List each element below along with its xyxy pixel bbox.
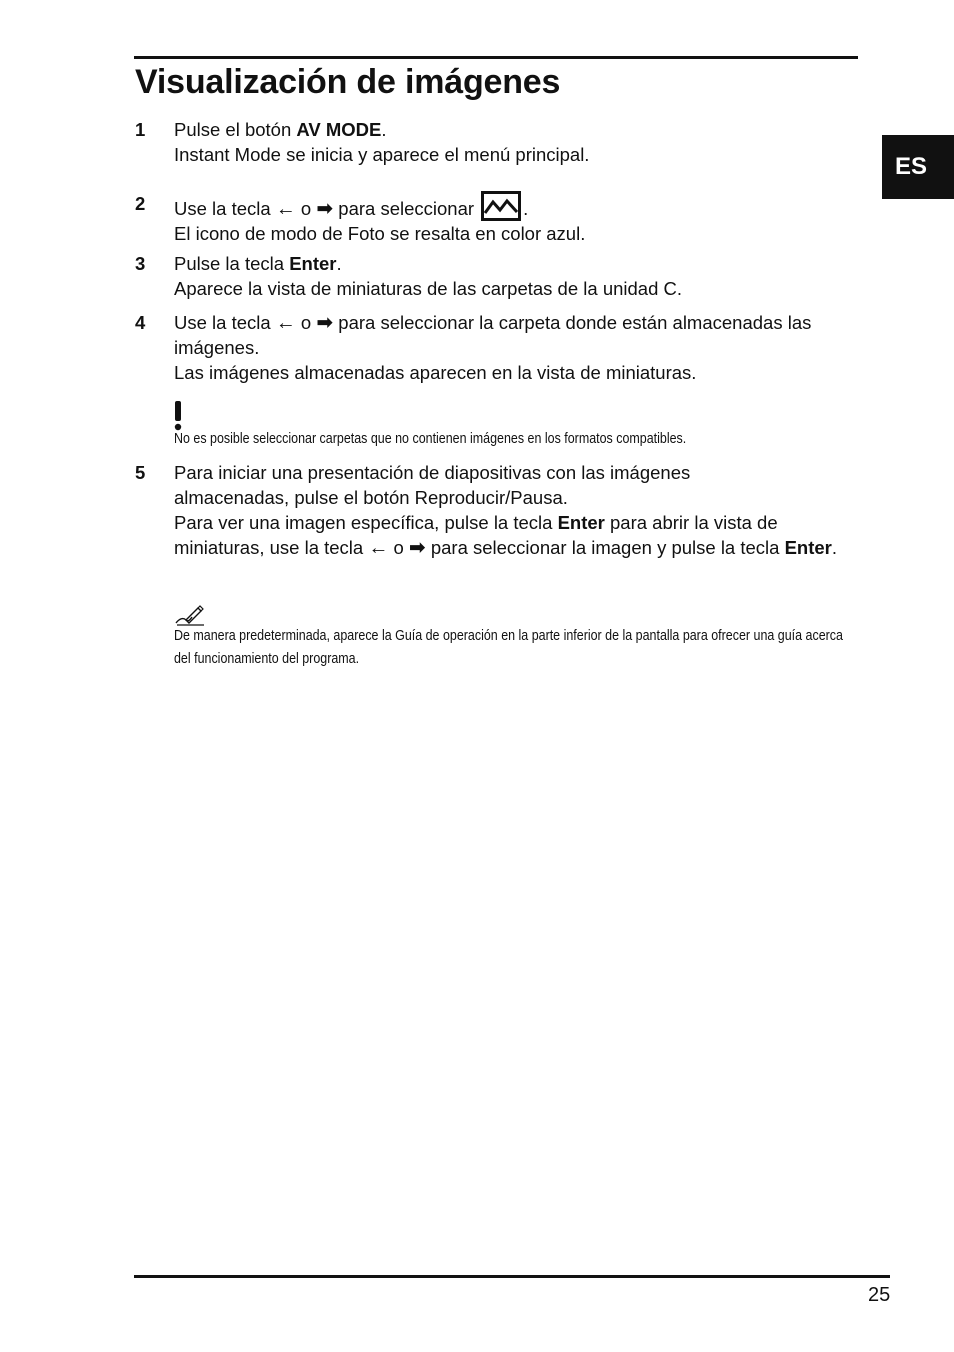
step-text: Use la tecla	[174, 198, 276, 219]
step-text: Pulse el botón	[174, 119, 297, 140]
step-text: para seleccionar la carpeta donde están almacenadas las imágenes.	[174, 312, 812, 358]
arrow-left-icon: ←	[275, 198, 296, 220]
step-line	[174, 117, 860, 142]
step-body	[174, 251, 860, 301]
step-line	[174, 510, 854, 560]
step-text: .	[381, 119, 387, 140]
step-body	[174, 117, 860, 167]
step-result: Instant Mode se inicia y aparece el menú principal.	[174, 144, 590, 165]
step-text: o	[295, 198, 317, 219]
av-mode-label: AV MODE	[296, 119, 382, 140]
step-result: Aparece la vista de miniaturas de las carpetas de la unidad C.	[174, 278, 683, 299]
step-text: Pulse la tecla	[174, 253, 290, 274]
step-text: para seleccionar la imagen y pulse la tecla	[425, 537, 785, 558]
arrow-right-icon: ➡	[408, 537, 426, 559]
exclamation-icon	[174, 401, 182, 431]
step-text: o	[295, 312, 317, 333]
step-line	[174, 251, 860, 276]
enter-key-label: Enter	[784, 537, 832, 558]
step-5	[135, 460, 860, 560]
step-line	[174, 310, 860, 360]
step-text: Para ver una imagen específica, pulse la tecla	[174, 512, 558, 533]
step-text: .	[523, 198, 529, 219]
hint-note	[174, 605, 864, 671]
step-text: Use la tecla	[174, 312, 276, 333]
step-4	[135, 310, 860, 385]
step-text: .	[831, 537, 838, 558]
step-3	[135, 251, 860, 301]
step-number: 3	[135, 253, 146, 274]
arrow-left-icon: ←	[275, 312, 296, 334]
warning-note	[174, 401, 864, 451]
step-number: 4	[135, 312, 146, 333]
step-line	[174, 191, 860, 221]
step-2	[135, 191, 860, 246]
language-tab: ES	[882, 135, 954, 199]
arrow-right-icon: ➡	[316, 198, 334, 220]
page-title: Visualización de imágenes	[135, 63, 561, 101]
step-body	[174, 460, 854, 560]
step-text: .	[336, 253, 342, 274]
step-text: para seleccionar	[333, 198, 480, 219]
step-line: Para iniciar una presentación de diapositivas con las imágenes almacenadas, pulse el botón Reproducir/Pausa.	[174, 462, 691, 508]
step-number: 1	[135, 119, 146, 140]
hint-note-text: De manera predeterminada, aparece la Guía de operación en la parte inferior de la pantalla para ofrecer una guía acerca del funcionamiento del programa.	[174, 628, 843, 667]
step-text: o	[388, 537, 409, 558]
step-body	[174, 310, 860, 385]
step-1	[135, 117, 860, 167]
step-body	[174, 191, 860, 246]
arrow-right-icon: ➡	[316, 312, 334, 334]
arrow-left-icon: ←	[368, 537, 389, 559]
step-result: Las imágenes almacenadas aparecen en la vista de miniaturas.	[174, 362, 697, 383]
step-number: 2	[135, 193, 146, 214]
page-number: 25	[868, 1284, 891, 1306]
top-rule	[134, 56, 858, 59]
warning-note-text: No es posible seleccionar carpetas que no contienen imágenes en los formatos compatibles.	[174, 431, 687, 447]
pencil-hand-icon	[174, 605, 206, 627]
bottom-rule	[134, 1275, 890, 1278]
step-number: 5	[135, 462, 146, 483]
enter-key-label: Enter	[557, 512, 605, 533]
step-text: para abrir la vista de miniaturas, use la tecla	[174, 512, 778, 558]
photo-mode-icon	[481, 191, 521, 221]
enter-key-label: Enter	[289, 253, 337, 274]
step-result: El icono de modo de Foto se resalta en color azul.	[174, 223, 586, 244]
